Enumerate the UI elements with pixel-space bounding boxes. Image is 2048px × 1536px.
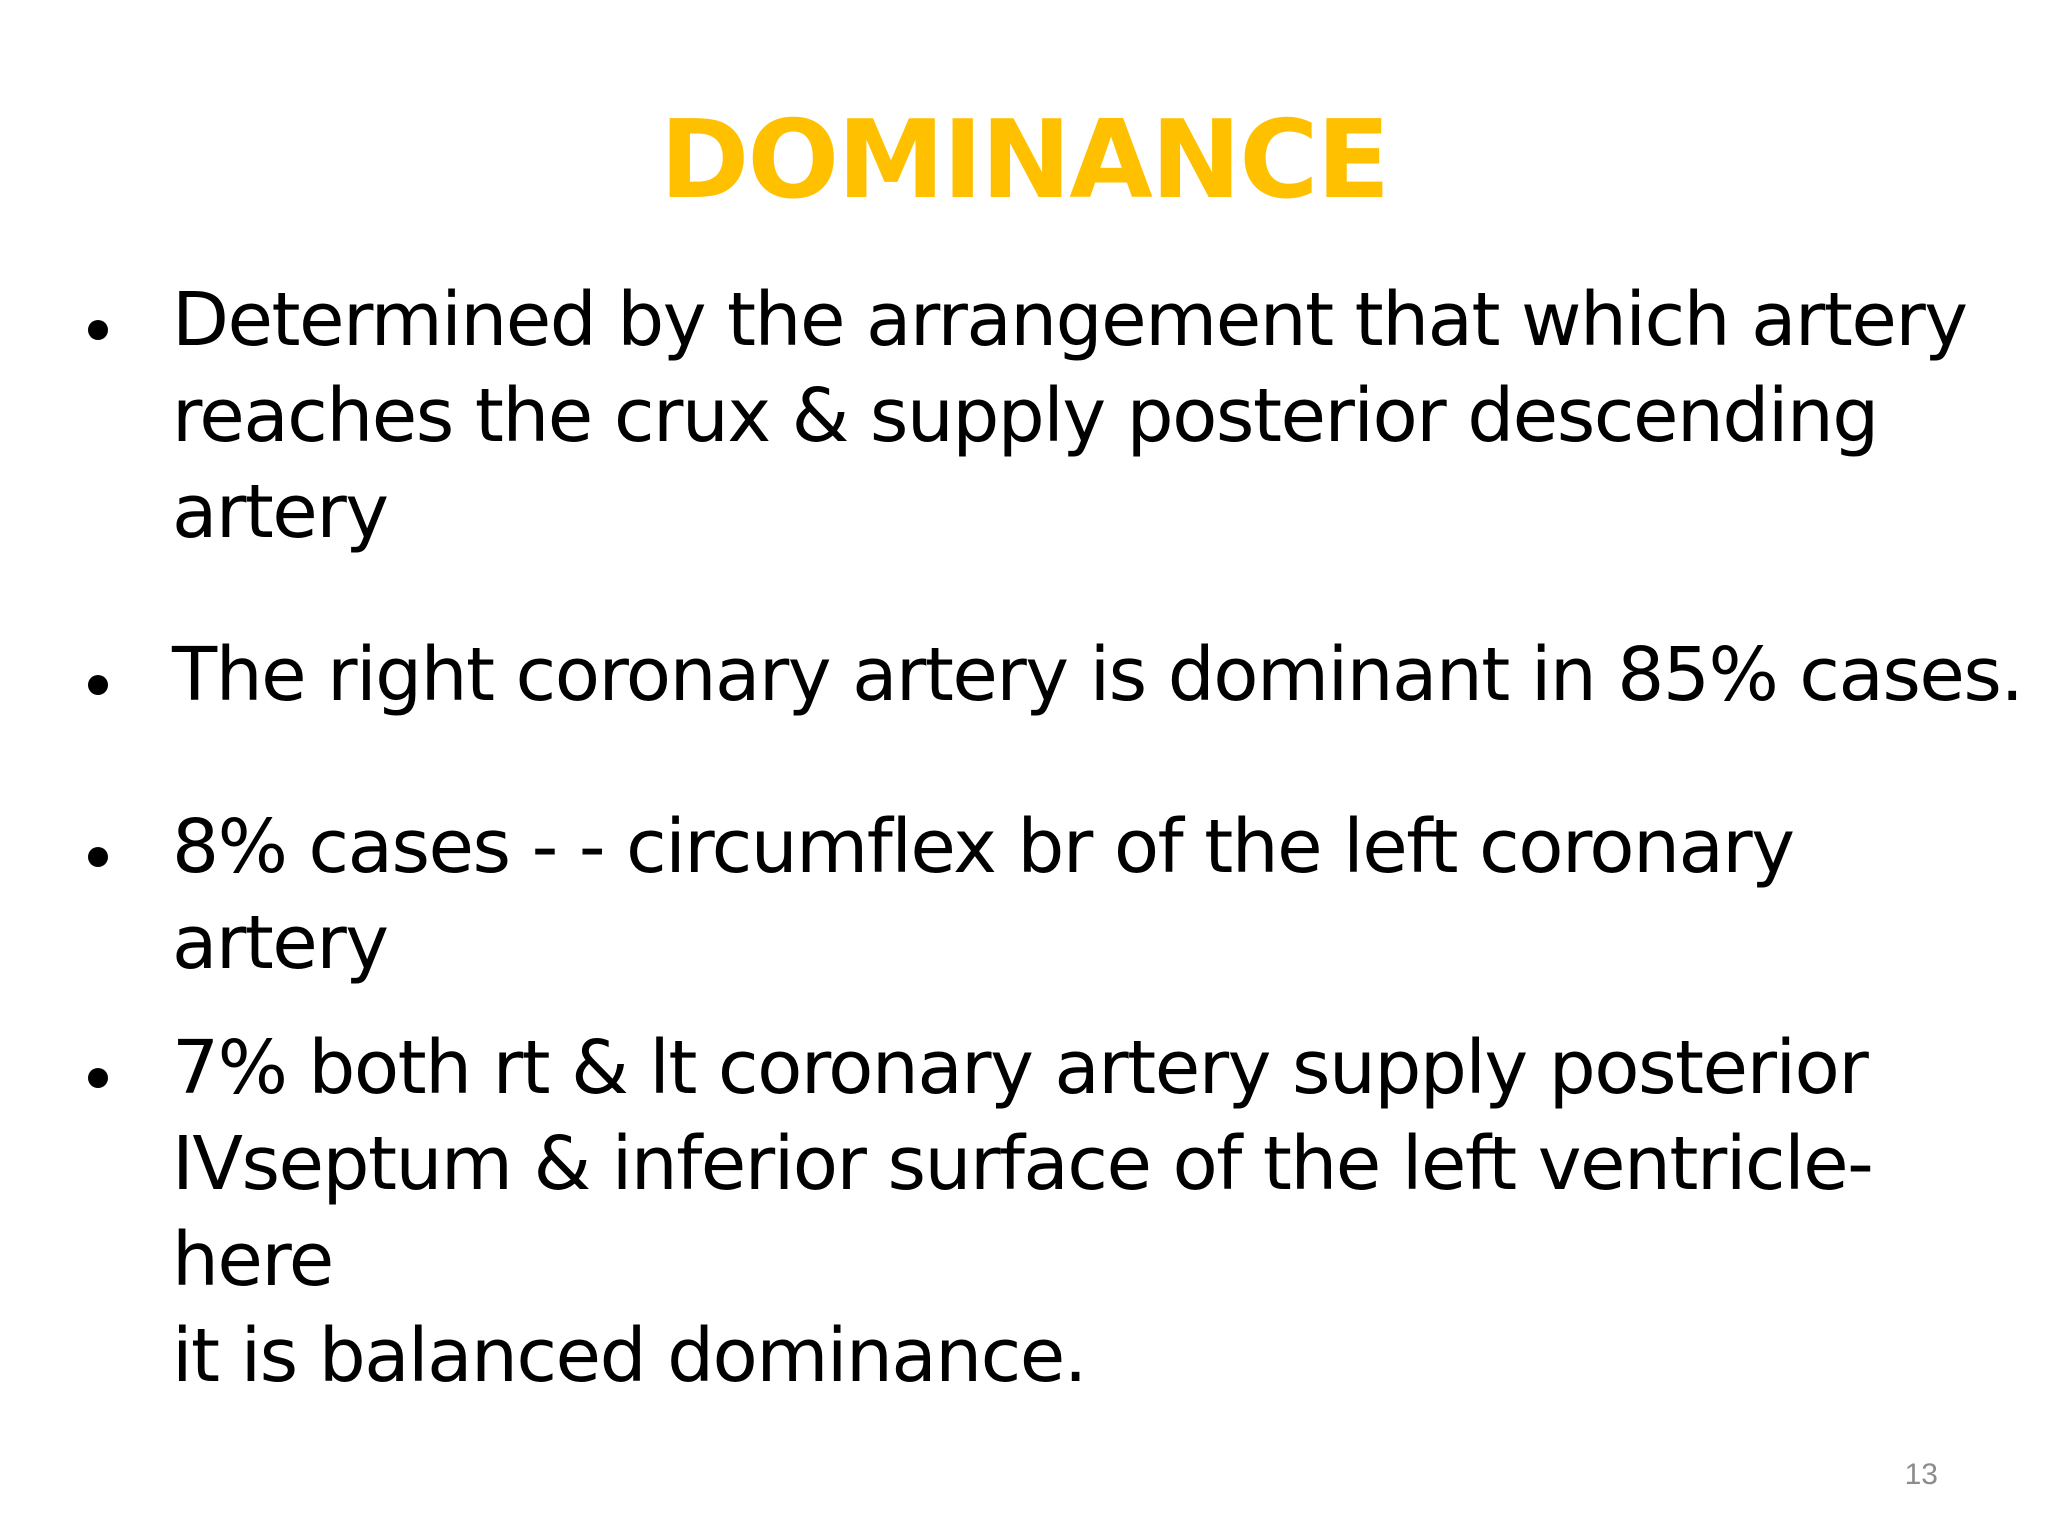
bullet-icon (88, 320, 108, 340)
bullet-text: Determined by the arrangement that which artery reaches the crux & supply posterior descending artery (172, 277, 1967, 555)
bullet-text: 8% cases - - circumflex br of the left coronary artery (172, 804, 1794, 986)
bullet-icon (88, 675, 108, 695)
bullet-text: The right coronary artery is dominant in 85% cases. (172, 632, 2023, 718)
bullet-icon (88, 1068, 108, 1088)
bullet-icon (88, 847, 108, 867)
slide-title: DOMINANCE (659, 98, 1389, 223)
page-number: 13 (1904, 1458, 1938, 1491)
bullet-text: 7% both rt & lt coronary artery supply posterior IVseptum & inferior surface of the left ventricle-here it is balanced dominance. (172, 1025, 1873, 1399)
